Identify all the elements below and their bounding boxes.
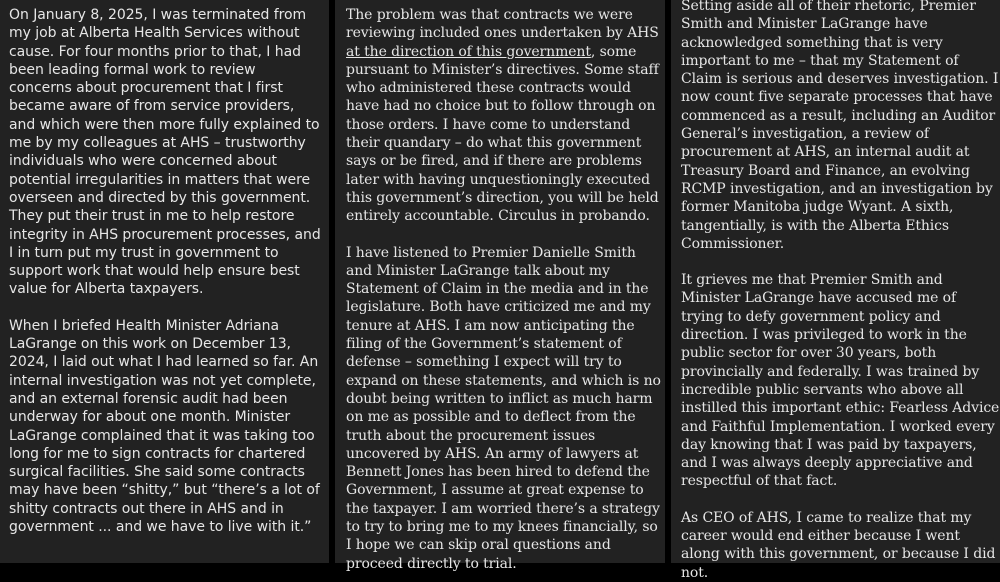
paragraph-briefing: When I briefed Health Minister Adriana LaGrange on this work on December 13, 2024, I laid out what I had learned so far. An internal investigation was not yet complete, and an external forensic audit had been underway for about one month. Minister LaGrange complained that it was taking too long for me to sign contracts for chartered surgical facilities. She said some contracts may have been “shitty,” but “there’s a lot of shitty contracts out there in AHS and in government ... and we have to live with it.” — [9, 317, 320, 536]
paragraph-termination: On January 8, 2025, I was terminated from my job at Alberta Health Services without cause. For four months prior to that, I had been leading formal work to review concerns about procurement that I first became aware of from service providers, and which were then more fully explained to me by my colleagues at AHS – trustworthy individuals who were concerned about potential irregularities in matters that were overseen and directed by this government. They put their trust in me to help restore integrity in AHS procurement processes, and I in turn put my trust in government to support work that would help ensure best value for Alberta taxpayers. — [9, 7, 321, 298]
paragraph-contracts-problem — [346, 6, 665, 226]
paragraph-text-start: The problem was that contracts we were reviewing included ones undertaken by AHS — [346, 7, 659, 42]
text-column-2 — [335, 0, 665, 572]
paragraph-text-end: , some pursuant to Minister’s directives. Some staff who administered these contracts would have had no choice but to follow through on those orders. I have come to understand their quandary – do what this government says or be fired, and if there are problems later with having unquestioningly executed this government’s direction, you will be held entirely accountable. Circulus in probando. — [346, 43, 659, 225]
text-column-3 — [671, 0, 1000, 581]
paragraph-public-service: It grieves me that Premier Smith and Minister LaGrange have accused me of trying to defy government policy and direction. I was privileged to work in the public sector for over 30 years, both provincially and federally. I was trained by incredible public servants who above all instilled this important ethic: Fearless Advice and Faithful Implementation. I worked every day knowing that I was paid by taxpayers, and I was always deeply appreciative and respectful of that fact. — [681, 272, 1000, 490]
paragraph-ceo-career: As CEO of AHS, I came to realize that my career would end either because I went along with this government, or because I did not. — [681, 509, 996, 581]
underlined-phrase: at the direction of this government — [346, 43, 591, 60]
paragraph-statement-of-claim: I have listened to Premier Danielle Smith and Minister LaGrange talk about my Statement of Claim in the media and in the legislature. Both have criticized me and my tenure at AHS. I am now anticipating the filing of the Government’s statement of defense – something I expect will try to expand on these statements, and which is no doubt being written to inflict as much harm on me as possible and to deflect from the truth about the procurement issues uncovered by AHS. An army of lawyers at Bennett Jones has been hired to defend the Government, I assume at great expense to the taxpayer. I am worried there’s a strategy to try to bring me to my knees financially, so I hope we can skip oral questions and proceed directly to trial. — [346, 244, 661, 572]
paragraph-investigations: Setting aside all of their rhetoric, Premier Smith and Minister LaGrange have acknowledged something that is very important to me – that my Statement of Claim is serious and deserves investigation. I now count five separate processes that have commenced as a result, including an Auditor General’s investigation, a review of procurement at AHS, an internal audit at Treasury Board and Finance, an evolving RCMP investigation, and an investigation by former Manitoba judge Wyant. A sixth, tangentially, is with the Alberta Ethics Commissioner. — [681, 0, 999, 252]
text-column-1 — [0, 0, 329, 563]
